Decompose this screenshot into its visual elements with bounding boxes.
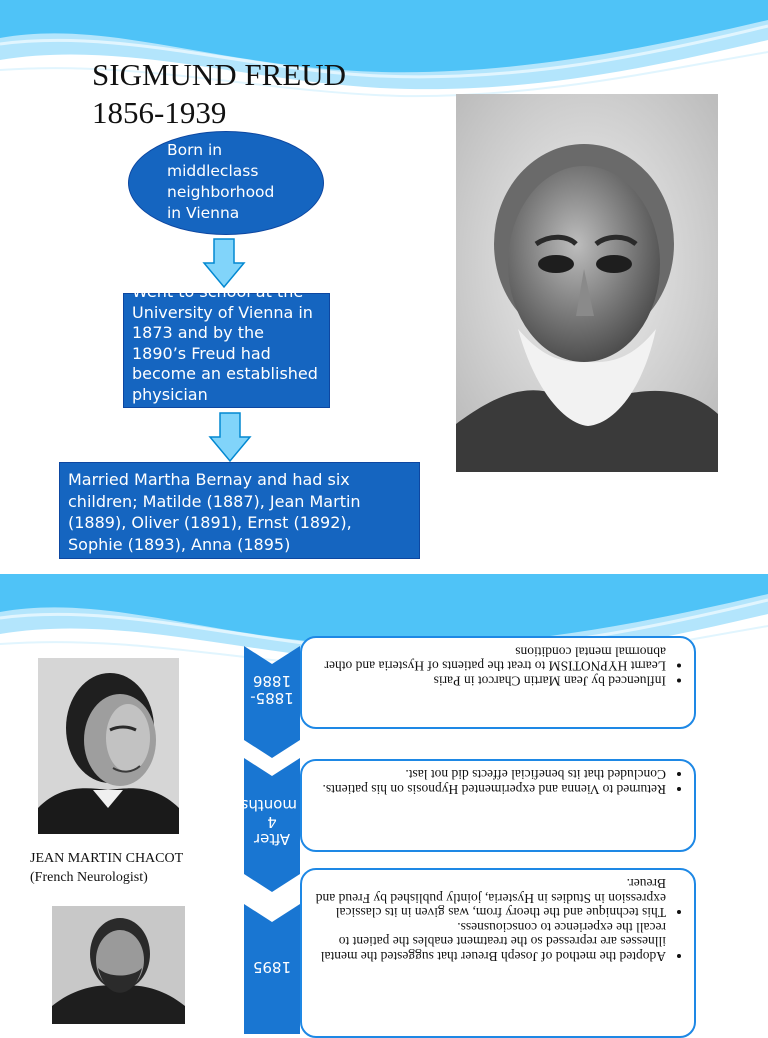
- down-arrow-2-icon: [208, 412, 252, 462]
- bullet-item: • Concluded that its beneficial effects did not last.: [314, 767, 666, 782]
- bullet-item: • Adopted the method of Joseph Breuer that suggested the mental illnesses are repressed so the treatment enables the patient to recall the experience to consciousness.: [314, 920, 666, 964]
- title-name: SIGMUND FREUD: [92, 57, 347, 92]
- bullet-list: [302, 638, 694, 694]
- bullet-list: [302, 870, 694, 969]
- born-text: Born in middleclass neighborhood in Vienna: [167, 141, 275, 222]
- bullet-item: • This technique and the theory from, was given in its classical expression in Studies in Hysteria, jointly published by Freud and Breuer.: [314, 876, 666, 920]
- page-title: [92, 56, 346, 132]
- timeline-box: [300, 868, 696, 1038]
- title-years: 1856-1939: [92, 95, 227, 130]
- caption-name: JEAN MARTIN CHACOT: [30, 851, 184, 866]
- school-text: Went to school at the University of Vienna in 1873 and by the 1890’s Freud had become an established physician: [132, 282, 318, 404]
- bullet-list: [302, 761, 694, 802]
- timeline-label: 1895: [252, 958, 292, 976]
- married-box: [59, 462, 420, 559]
- school-box: [123, 282, 330, 408]
- down-arrow-1-icon: [202, 238, 246, 288]
- portrait-caption: [30, 849, 183, 887]
- married-text: Married Martha Bernay and had six children; Matilde (1887), Jean Martin (1889), Oliver (1891), Ernst (1892), Sophie (1893), Anna (1895): [68, 470, 361, 554]
- born-oval: [128, 131, 324, 235]
- bullet-item: • Returned to Vienna and experimented Hypnosis on his patients.: [314, 782, 666, 797]
- breuer-portrait: [52, 906, 185, 1024]
- freud-portrait: [456, 94, 718, 472]
- caption-role: (French Neurologist): [30, 870, 148, 885]
- bullet-item: • Learnt HYPNOTISM to treat the patients of Hysteria and other abnormal mental conditions: [314, 644, 666, 673]
- timeline-box: [300, 636, 696, 729]
- timeline-label: After 4 months: [240, 796, 297, 848]
- timeline-label: 1885-1886: [250, 672, 294, 707]
- timeline-box: [300, 759, 696, 852]
- bullet-item: • Influenced by Jean Martin Charcot in Paris: [314, 673, 666, 688]
- charcot-portrait: [38, 658, 179, 834]
